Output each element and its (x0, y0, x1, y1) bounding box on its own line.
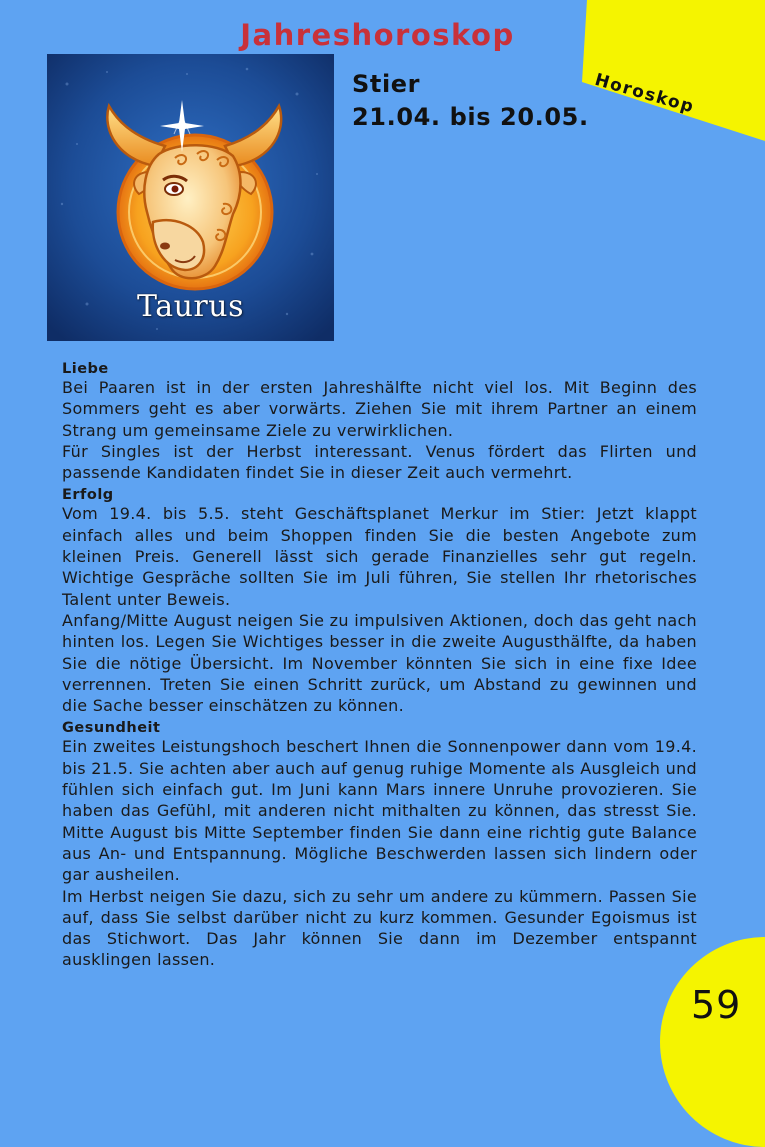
corner-label: Horoskop (592, 70, 697, 118)
paragraph: Anfang/Mitte August neigen Sie zu impulsiven Aktionen, doch das geht nach hinten los. Legen Sie Wichtiges besser in die zweite Augusthälfte, da haben Sie die nötige Übersicht. Im November könnten Sie sich in eine fixe Idee verrennen. Treten Sie einen Schritt zurück, um Abstand zu gewinnen und die Sache besser einschätzen zu können. (62, 610, 697, 716)
sign-name: Stier (352, 70, 421, 98)
sign-header (352, 68, 589, 134)
section-heading: Liebe (62, 361, 109, 377)
zodiac-caption: Taurus (137, 289, 244, 324)
section-heading: Gesundheit (62, 720, 161, 737)
page-title: Jahreshoroskop (240, 18, 515, 52)
horoscope-content (62, 361, 697, 975)
paragraph: Vom 19.4. bis 5.5. steht Geschäftsplanet Merkur im Stier: Jetzt klappt einfach alles und beim Shoppen finden Sie die besten Angebote zum kleinen Preis. Generell lässt sich gerade Finanzielles sehr gut regeln. Wichtige Gespräche sollten Sie im Juli führen, Sie stellen Ihr rhetorisches Talent unter Beweis. (62, 504, 697, 609)
section-heading: Erfolg (62, 487, 114, 504)
paragraph: Ein zweites Leistungshoch beschert Ihnen die Sonnenpower dann vom 19.4. bis 21.5. Sie achten aber auch auf genug ruhige Momente als Ausgleich und fühlen sich einfach gut. Im Juni kann Mars innere Unruhe provozieren. Sie haben das Gefühl, mit anderen nicht mithalten zu können, das stresst Sie. Mitte August bis Mitte September finden Sie dann eine richtig gute Balance aus An- und Entspannung. Mögliche Beschwerden lassen sich lindern oder gar ausheilen. (62, 737, 697, 885)
paragraph: Im Herbst neigen Sie dazu, sich zu sehr um andere zu kümmern. Passen Sie auf, dass Sie selbst darüber nicht zu kurz kommen. Gesunder Egoismus ist das Stichwort. Das Jahr können Sie dann im Dezember entspannt ausklingen lassen. (62, 886, 697, 970)
page-number: 59 (691, 983, 742, 1027)
section-gesundheit (62, 720, 697, 970)
paragraph: Für Singles ist der Herbst interessant. Venus fördert das Flirten und passende Kandidaten findet Sie in dieser Zeit auch vermehrt. (62, 441, 697, 483)
section-erfolg (62, 487, 697, 716)
section-liebe (62, 361, 697, 483)
paragraph: Bei Paaren ist in der ersten Jahreshälfte nicht viel los. Mit Beginn des Sommers geht es aber vorwärts. Ziehen Sie mit ihrem Partner an einem Strang um gemeinsame Ziele zu verwirklichen. (62, 378, 697, 440)
sign-dates: 21.04. bis 20.05. (352, 103, 589, 131)
zodiac-image (47, 54, 334, 341)
